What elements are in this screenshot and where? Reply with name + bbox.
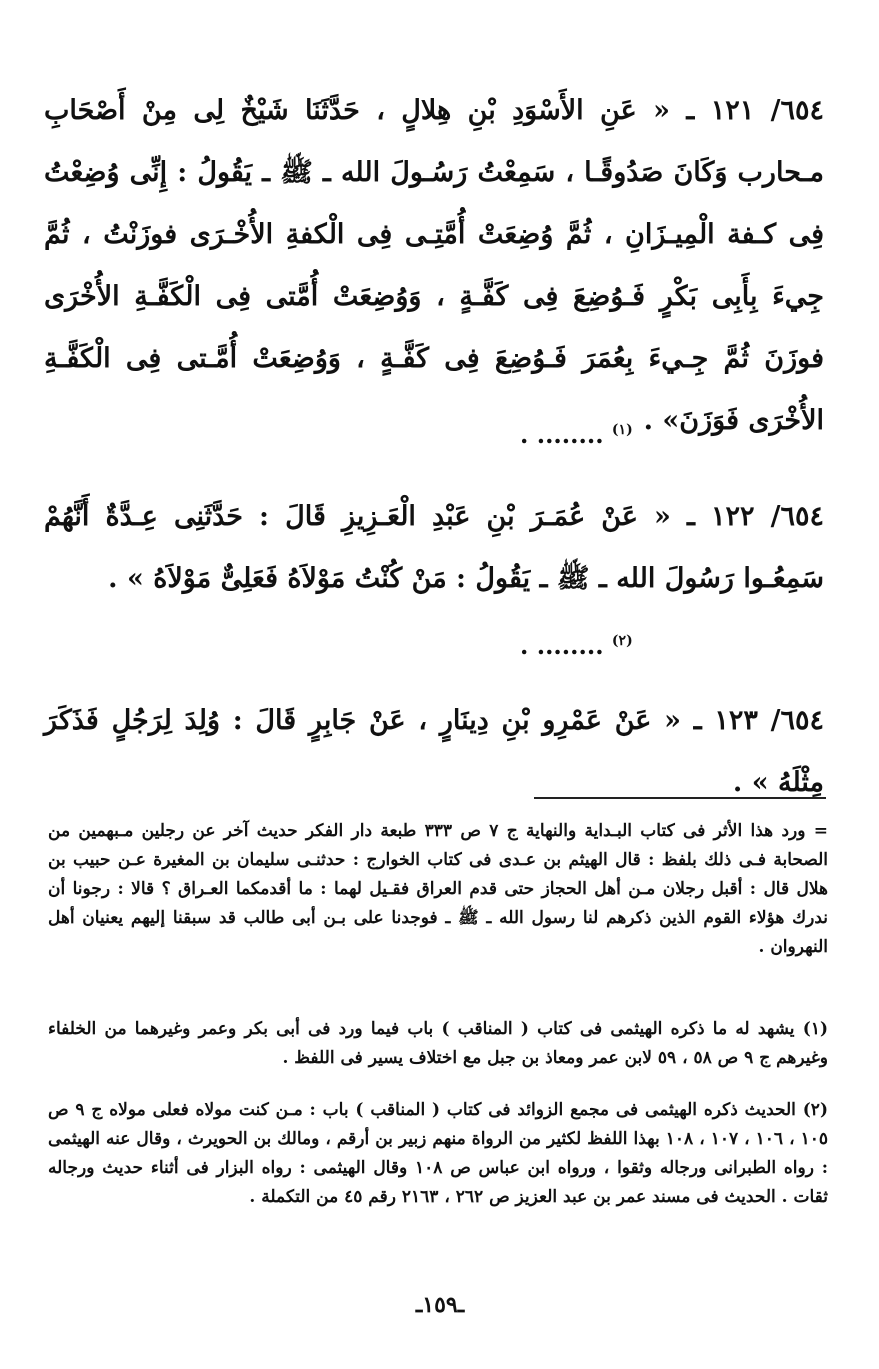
footnote-continuation: = ورد هذا الأثر فى كتاب البـداية والنهاية ج ٧ ص ٣٣٣ طبعة دار الفكر حديث آخر عن رجلين مـبهمين من الصحابة فـى ذلك بلفظ : قال الهيثم بن عـدى فى كتاب الخوارج : حدثنـى سليمان بن المغيرة عـن حبيب بن هلال قال : أقبل رجلان مـن أهل الحجاز حتى قدم العراق فقـيل لهما : ما أقدمكما العـراق ؟ قالا : رجونا أن ندرك هؤلاء القوم الذين ذكرهم لنا رسول الله ـ ﷺ ـ فوجدنا على بـن أبى طالب قد سبقنا إليهم يعنيان أهل النهروان . <box>48 821 829 957</box>
hadith-123: ٦٥٤/ ١٢٣ ـ « عَنْ عَمْرِو بْنِ دِينَارٍ ، عَنْ جَابِرٍ قَالَ : وُلِدَ لِرَجُلٍ فَذَكَرَ مِثْلَهُ » . <box>44 705 824 798</box>
ellipsis-2-text: . ........ <box>520 631 604 660</box>
hadith-122: ٦٥٤/ ١٢٢ ـ « عَنْ عُمَـرَ بْنِ عَبْدِ الْعَـزِيزِ قَالَ : حَدَّثَنِى عِـدَّةٌ أَنَّهُمْ سَمِعُـوا رَسُولَ الله ـ ﷺ ـ يَقُولُ : مَنْ كُنْتُ مَوْلاَهُ فَعَلِىٌّ مَوْلاَهُ » . <box>44 501 824 594</box>
footnote-ref-2: (٢) <box>611 633 633 649</box>
hadith-121: ٦٥٤/ ١٢١ ـ « عَنِ الأَسْوَدِ بْنِ هِلالٍ ، حَدَّثَنَا شَيْخٌ لِى مِنْ أَصْحَابِ مـحارب وَكَانَ صَدُوقًـا ، سَمِعْتُ رَسُـولَ الله ـ ﷺ ـ يَقُولُ : إِنِّى وُضِعْتُ فِى كـفة الْمِيـزَانِ ، ثُمَّ وُضِعَتْ أُمَّتِـى فِى الْكفةِ الأُخْـرَى فوزَنْتُ ، ثُمَّ جِيءَ بِأَبِى بَكْرٍ فَـوُضِعَ فِى كَفَّـةٍ ، وَوُضِعَتْ أُمَّتى فِى الْكَفَّـةِ الأُخْرَى فوزَنَ ثُمَّ جِـيءَ بِعُمَرَ فَـوُضِعَ فِى كَفَّـةٍ ، وَوُضِعَتْ أُمَّـتى فِى الْكَفَّـةِ الأُخْرَى فَوَزَنَ» . <box>44 95 824 436</box>
page-number: ـ١٥٩ـ <box>415 1292 465 1318</box>
ellipsis-1 <box>520 420 780 449</box>
ellipsis-1-text: . ........ <box>520 420 604 449</box>
footnote-2: (٢) الحديث ذكره الهيثمى فى مجمع الزوائد فى كتاب ( المناقب ) باب : مـن كنت مولاه فعلى مولاه ج ٩ ص ١٠٥ ، ١٠٦ ، ١٠٧ ، ١٠٨ بهذا اللفظ لكثير من الرواة منهم زبير بن أرقم ، ومالك بن الحويرث ، وقال عنه الهيثمى : رواه الطبرانى ورجاله وثقوا ، ورواه ابن عباس ص ١٠٨ وقال الهيثمى : رواه البزار فى أثناء حديث ورجاله ثقات . الحديث فى مسند عمر بن عبد العزيز ص ٢٦٢ ، ٢١٦٣ رقم ٤٥ من التكملة . <box>48 1100 828 1207</box>
ellipsis-2 <box>520 631 780 660</box>
footnote-1: (١) يشهد له ما ذكره الهيثمى فى كتاب ( المناقب ) باب فيما ورد فى أبى بكر وعمر وغيرهما من الخلفاء وغيرهم ج ٩ ص ٥٨ ، ٥٩ لابن عمر ومعاذ بن جبل مع اختلاف يسير فى اللفظ . <box>48 1019 828 1068</box>
footnote-divider <box>534 797 826 799</box>
footnote-ref-1: (١) <box>611 422 633 438</box>
